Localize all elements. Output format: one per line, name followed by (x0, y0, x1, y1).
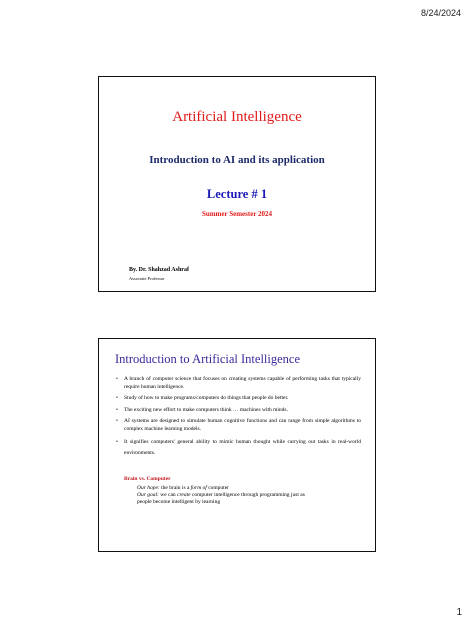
brain-vs-computer-heading: Brain vs. Computer (124, 476, 171, 482)
slide-introduction (98, 338, 376, 552)
our-goal-line-2: people become intelligent by learning (137, 499, 221, 505)
our-goal-line (137, 492, 367, 499)
author-name: By. Dr. Shahzad Ashraf (129, 267, 189, 273)
goal-text-1: we can (158, 492, 178, 498)
bullet-icon: • (116, 395, 118, 401)
author-role: Associate Professor (129, 276, 165, 281)
bullet-icon: • (116, 418, 118, 424)
hope-text-1: the brain is a (159, 485, 191, 491)
bullet-item (116, 418, 361, 433)
bullet-item (116, 376, 361, 391)
goal-text-2: computer intelligence through programming just as (190, 492, 305, 498)
bullet-text: A branch of computer science that focuses on creating systems capable of performing tasks that typically require human intelligence. (124, 376, 361, 390)
semester-label: Summer Semester 2024 (201, 210, 273, 218)
our-hope-line (137, 485, 229, 491)
hope-text-italic: form of (190, 485, 207, 491)
hope-text-2: computer (206, 485, 229, 491)
bullet-text: It signifies computers' general ability to mimic human thought while carrying out tasks in real-world environments. (124, 439, 361, 456)
bullet-text: AI systems are designed to simulate human cognitive functions and can range from simple algorithms to complex machine learning models. (124, 418, 361, 432)
bullet-item (116, 437, 361, 459)
goal-text-italic: create (177, 492, 191, 498)
bullet-list (116, 376, 361, 463)
bullet-icon: • (116, 439, 118, 445)
bullet-item (116, 407, 361, 415)
slide-2-title: Introduction to Artificial Intelligence (115, 352, 301, 366)
slide-1-title: Artificial Intelligence (172, 109, 302, 125)
page-date: 8/24/2024 (420, 8, 461, 18)
bullet-text: Study of how to make programs/computers do things that people do better. (124, 395, 289, 401)
bullet-icon: • (116, 376, 118, 382)
slide-1-subtitle: Introduction to AI and its application (149, 154, 325, 166)
page-number: 1 (456, 607, 462, 618)
hope-label: Our hope: (137, 485, 160, 491)
bullet-icon: • (116, 406, 118, 413)
slide-title-card (98, 76, 376, 292)
lecture-number: Lecture # 1 (206, 187, 268, 201)
bullet-text: The exciting new effort to make computers think … machines with minds. (124, 406, 288, 413)
bullet-item (116, 395, 361, 403)
goal-label: Our goal: (137, 492, 159, 498)
